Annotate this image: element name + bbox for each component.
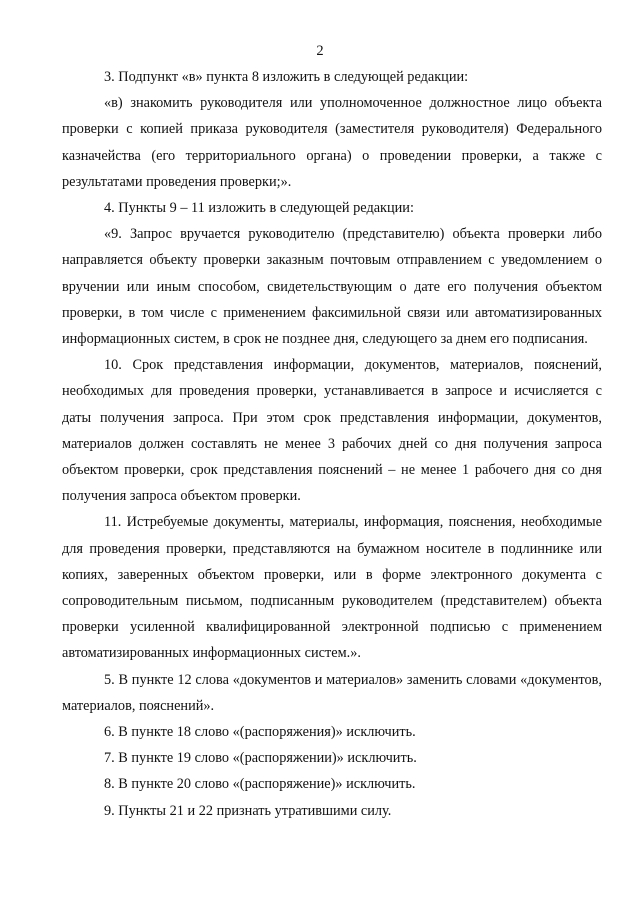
paragraph-7: 7. В пункте 19 слово «(распоряжении)» исключить. (104, 750, 417, 767)
page-number: 2 (316, 43, 324, 59)
paragraph-item-9: «9. Запрос вручается руководителю (представителю) объекта проверки либо направляется объекту проверки заказным почтовым отправлением с уведомлением о вручении или иным способом, свидетельствующим о дате его получения объектом проверки, в том числе с применением факсимильной связи или автоматизированных информационных систем, в срок не позднее дня, следующего за днем его подписания. (62, 226, 602, 348)
paragraph-9: 9. Пункты 21 и 22 признать утратившими силу. (104, 802, 392, 819)
paragraph-item-11: 11. Истребуемые документы, материалы, информация, пояснения, необходимые для проведения проверки, представляются на бумажном носителе в подлиннике или копиях, заверенных объектом проверки, или в форме электронного документа с сопроводительным письмом, подписанным руководителем (представителем) объекта проверки усиленной квалифицированной электронной подписью с применением автоматизированных информационных систем.». (62, 514, 602, 662)
paragraph-3v-text: «в) знакомить руководителя или уполномоченное должностное лицо объекта проверки с копией приказа руководителя (заместителя руководителя) Федерального казначейства (его территориального органа) о проведении проверки, а также с результатами проведения проверки;». (62, 95, 602, 190)
paragraph-4-intro: 4. Пункты 9 – 11 изложить в следующей редакции: (104, 200, 414, 217)
document-body (62, 64, 602, 824)
paragraph-3-intro: 3. Подпункт «в» пункта 8 изложить в следующей редакции: (104, 69, 469, 85)
paragraph-8: 8. В пункте 20 слово «(распоряжение)» исключить. (104, 776, 416, 793)
paragraph-6: 6. В пункте 18 слово «(распоряжения)» исключить. (104, 724, 416, 741)
paragraph-item-10: 10. Срок представления информации, документов, материалов, пояснений, необходимых для проведения проверки, устанавливается в запросе и исчисляется с даты получения запроса. При этом срок представления информации, документов, материалов должен составлять не менее 3 рабочих дней со дня получения запроса объектом проверки, срок представления пояснений – не менее 1 рабочего дня со дня получения запроса объектом проверки. (62, 357, 602, 505)
paragraph-5: 5. В пункте 12 слова «документов и материалов» заменить словами «документов, материалов, пояснений». (62, 671, 602, 714)
